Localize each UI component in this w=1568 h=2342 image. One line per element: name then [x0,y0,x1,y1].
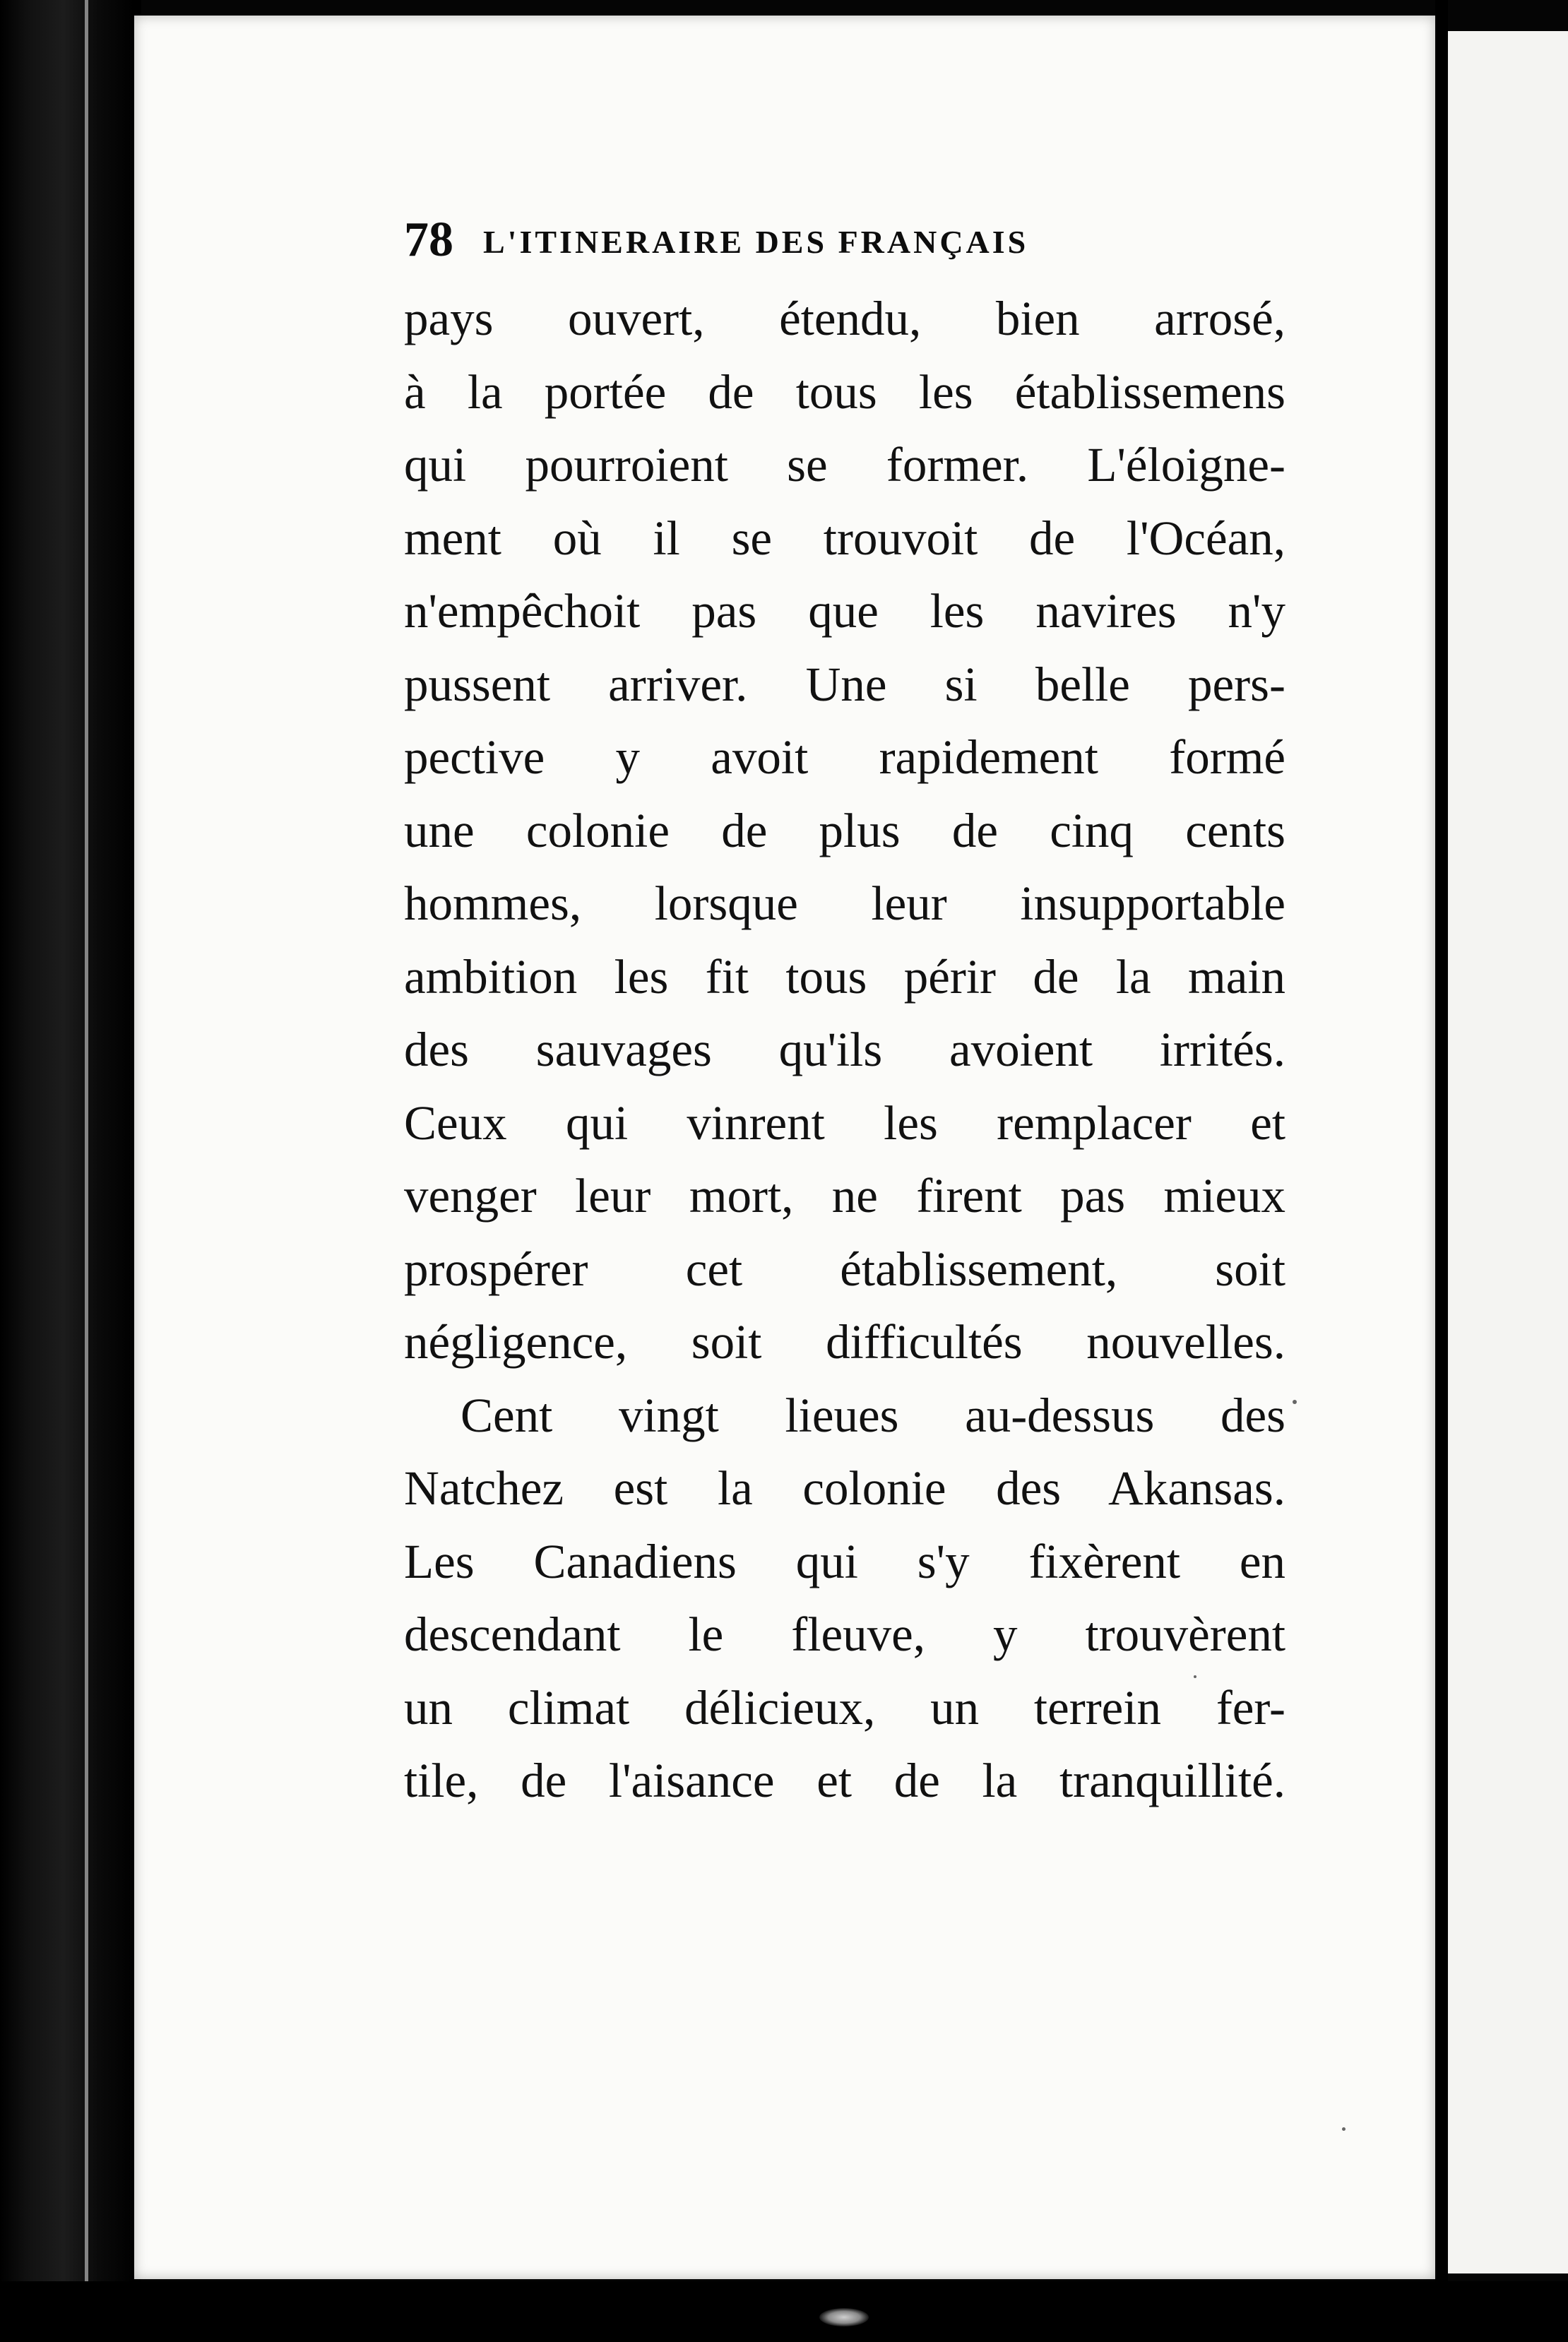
next-page-edge [1448,31,1568,2273]
text-line: qui pourroient se former. L'éloigne- [404,438,1285,492]
text-line: hommes, lorsque leur insupportable [404,876,1285,930]
text-line: Les Canadiens qui s'y fixèrent en [404,1534,1285,1588]
text-line: Ceux qui vinrent les remplacer et [404,1095,1285,1150]
page-header [404,212,1294,275]
scan-bottom-border [0,2281,1568,2342]
text-line: à la portée de tous les établissemens [404,364,1285,419]
text-line: prospérer cet établissement, soit [404,1242,1285,1296]
text-line: négligence, soit difficultés nouvelles. [404,1315,1285,1369]
text-line: pective y avoit rapidement formé [404,730,1285,784]
paragraph-first-line: Cent vingt lieues au-dessus des [461,1388,1285,1442]
text-line: ambition les fit tous périr de la main [404,949,1285,1004]
text-line: tile, de l'aisance et de la tranquillité. [404,1754,1285,1807]
body-text [404,283,1285,1818]
text-line: Natchez est la colonie des Akansas. [404,1461,1285,1515]
ink-blot [819,2308,869,2326]
text-line: pays ouvert, étendu, bien arrosé, [404,292,1285,345]
paper-speck [1342,2127,1346,2131]
paper-speck [1293,1400,1297,1404]
text-line: descendant le fleuve, y trouvèrent [404,1607,1285,1661]
text-line: n'empêchoit pas que les navires n'y [404,584,1285,638]
text-line: ment où il se trouvoit de l'Océan, [404,511,1285,565]
text-line: venger leur mort, ne firent pas mieux [404,1169,1285,1223]
page-gutter [1435,0,1448,2342]
book-binding [0,0,141,2342]
running-head: L'ITINERAIRE DES FRANÇAIS [483,224,1029,260]
text-line: un climat délicieux, un terrein fer- [404,1680,1285,1735]
text-line: pussent arriver. Une si belle pers- [404,657,1285,711]
binding-edge [85,0,88,2342]
text-line: une colonie de plus de cinq cents [404,803,1285,857]
text-line: des sauvages qu'ils avoient irrités. [404,1023,1285,1076]
page-number: 78 [404,213,453,267]
